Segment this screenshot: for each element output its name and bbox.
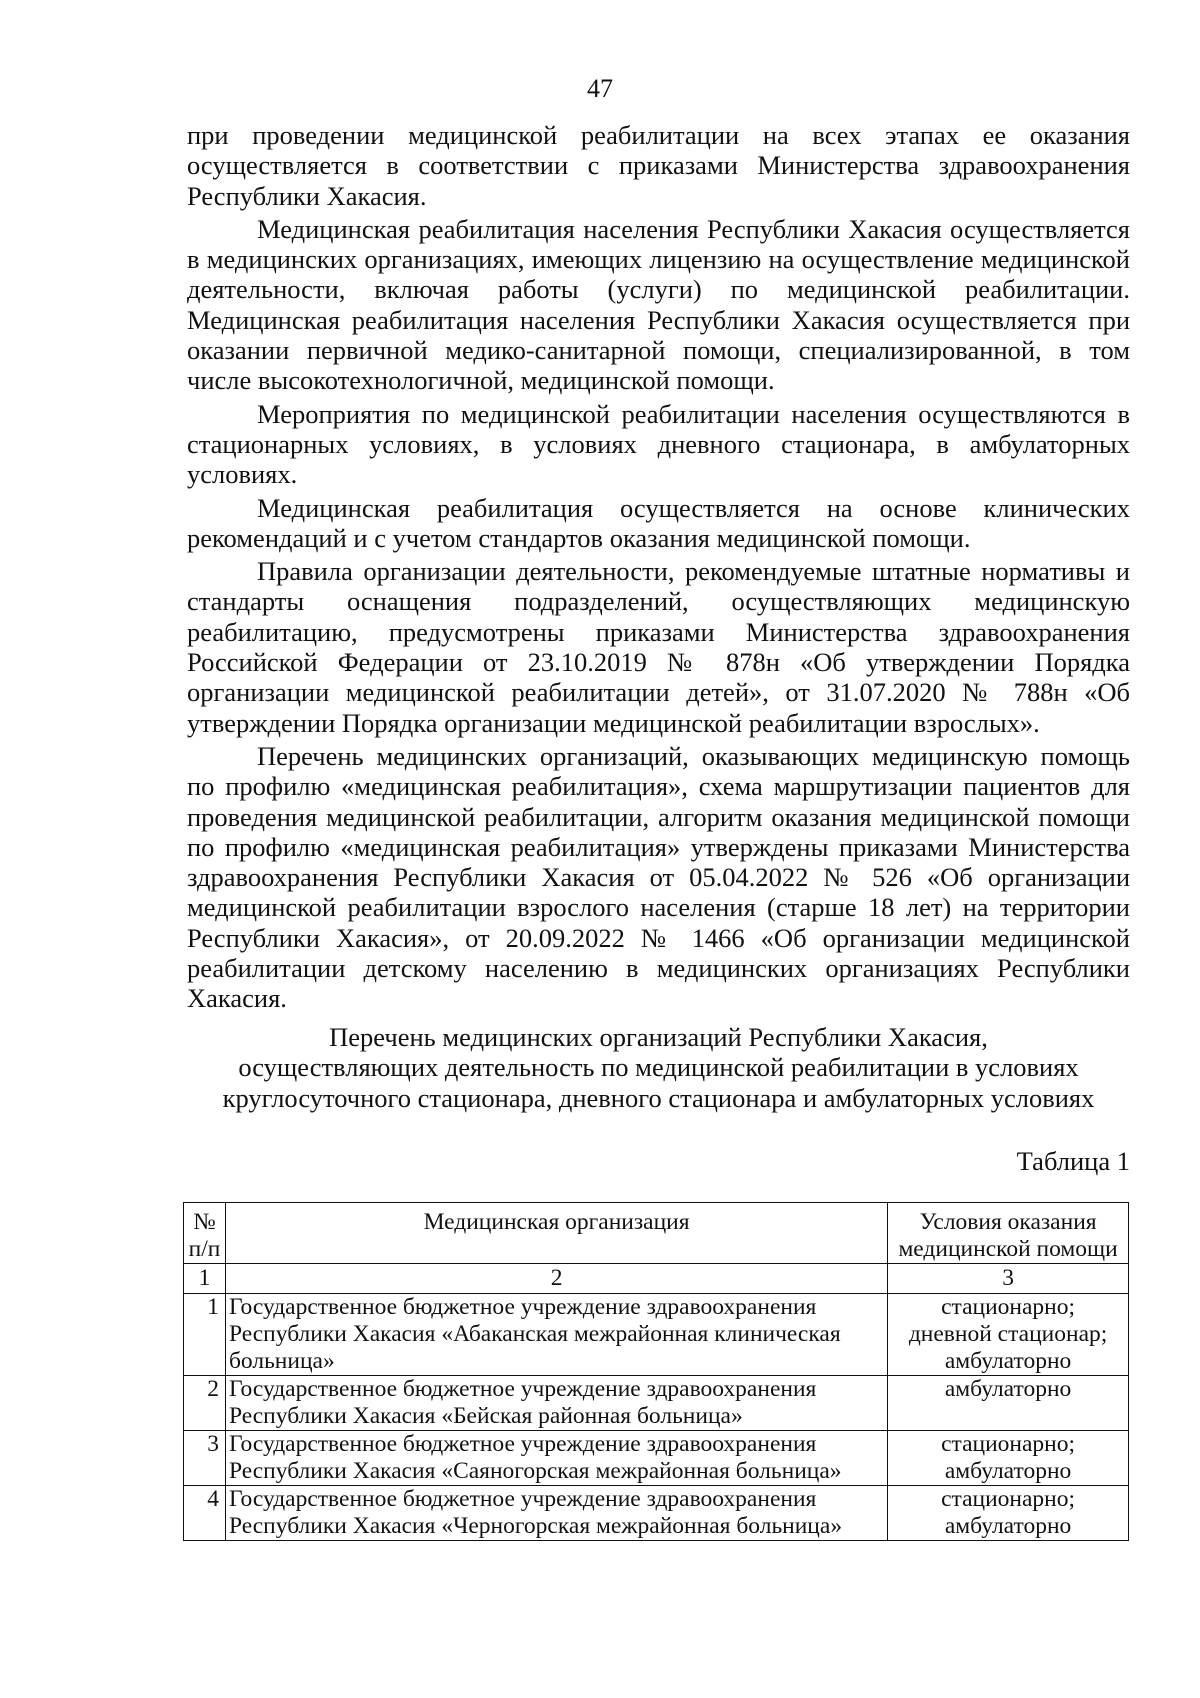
body-text [187, 120, 1130, 1017]
row-conditions [888, 1431, 1129, 1486]
condition-line: амбулаторно [944, 1513, 1072, 1539]
condition-line: амбулаторно [944, 1458, 1072, 1484]
header-conditions-line: медицинской помощи [898, 1236, 1118, 1262]
section-title [187, 1022, 1130, 1113]
condition-line: амбулаторно [944, 1348, 1072, 1374]
row-number: 4 [184, 1486, 226, 1541]
row-organization [225, 1431, 887, 1486]
org-line: Государственное бюджетное учреждение здравоохранения [228, 1294, 817, 1320]
table-caption: Таблица 1 [1016, 1146, 1130, 1176]
row-organization [225, 1294, 887, 1376]
header-organization: Медицинская организация [225, 1203, 887, 1264]
paragraph-5: Правила организации деятельности, рекомендуемые штатные нормативы и стандарты оснащения подразделений, осуществляющих медицинскую реабилитацию, предусмотрены приказами Министерства здравоохранения Российской Федерации от 23.10.2019 № 878н «Об утверждении Порядка организации медицинской реабилитации детей», от 31.07.2020 № 788н «Об утверждении Порядка организации медицинской реабилитации взрослых». [187, 556, 1130, 738]
org-line: Государственное бюджетное учреждение здравоохранения [228, 1376, 817, 1402]
org-line: Государственное бюджетное учреждение здравоохранения [228, 1486, 817, 1512]
table-row [184, 1431, 1129, 1486]
row-organization [225, 1486, 887, 1541]
condition-line: стационарно; [941, 1294, 1076, 1320]
table-row [184, 1486, 1129, 1541]
row-conditions [888, 1294, 1129, 1376]
row-conditions [888, 1376, 1129, 1431]
paragraph-1: при проведении медицинской реабилитации на всех этапах ее оказания осуществляется в соответствии с приказами Министерства здравоохранения Республики Хакасия. [187, 120, 1130, 211]
section-title-line: осуществляющих деятельность по медицинской реабилитации в условиях [238, 1052, 1079, 1083]
header-number [184, 1203, 226, 1264]
organizations-table [183, 1202, 1129, 1541]
org-line: Республики Хакасия «Черногорская межрайонная больница» [228, 1513, 843, 1539]
index-cell: 1 [184, 1264, 226, 1294]
paragraph-2: Медицинская реабилитация населения Республики Хакасия осуществляется в медицинских организациях, имеющих лицензию на осуществление медицинской деятельности, включая работы (услуги) по медицинской реабилитации. Медицинская реабилитация населения Республики Хакасия осуществляется при оказании первичной медико-санитарной помощи, специализированной, в том числе высокотехнологичной, медицинской помощи. [187, 213, 1130, 396]
row-number: 1 [184, 1294, 226, 1376]
condition-line: стационарно; [941, 1431, 1076, 1457]
row-number: 2 [184, 1376, 226, 1431]
row-organization [225, 1376, 887, 1431]
section-title-line: круглосуточного стационара, дневного стационара и амбулаторных условиях [222, 1082, 1095, 1113]
paragraph-4: Медицинская реабилитация осуществляется на основе клинических рекомендаций и с учетом стандартов оказания медицинской помощи. [187, 492, 1130, 553]
header-number-line: п/п [188, 1236, 221, 1262]
condition-line: дневной стационар; [908, 1321, 1108, 1347]
header-number-line: № [193, 1209, 216, 1235]
paragraph-3: Мероприятия по медицинской реабилитации населения осуществляются в стационарных условиях, в условиях дневного стационара, в амбулаторных условиях. [187, 398, 1130, 490]
org-line: Республики Хакасия «Саяногорская межрайонная больница» [228, 1458, 842, 1484]
table-index-row [184, 1264, 1129, 1294]
org-line: Республики Хакасия «Бейская районная больница» [228, 1403, 743, 1429]
condition-line: амбулаторно [944, 1376, 1072, 1402]
org-line: Республики Хакасия «Абаканская межрайонная клиническая [228, 1321, 841, 1347]
page-number: 47 [587, 74, 613, 103]
index-cell: 2 [225, 1264, 887, 1294]
row-conditions [888, 1486, 1129, 1541]
table-header-row [184, 1203, 1129, 1264]
org-line: Государственное бюджетное учреждение здравоохранения [228, 1431, 817, 1457]
table-row [184, 1376, 1129, 1431]
header-conditions-line: Условия оказания [919, 1209, 1097, 1235]
paragraph-6: Перечень медицинских организаций, оказывающих медицинскую помощь по профилю «медицинская реабилитация», схема маршрутизации пациентов для проведения медицинской реабилитации, алгоритм оказания медицинской помощи по профилю «медицинская реабилитация» утверждены приказами Министерства здравоохранения Республики Хакасия от 05.04.2022 № 526 «Об организации медицинской реабилитации взрослого населения (старше 18 лет) на территории Республики Хакасия», от 20.09.2022 № 1466 «Об организации медицинской реабилитации детскому населению в медицинских организациях Республики Хакасия. [187, 740, 1130, 1014]
header-conditions [888, 1203, 1129, 1264]
condition-line: стационарно; [941, 1486, 1076, 1512]
section-title-line: Перечень медицинских организаций Республики Хакасия, [329, 1022, 988, 1052]
table-row [184, 1294, 1129, 1376]
org-line: больница» [228, 1348, 335, 1374]
row-number: 3 [184, 1431, 226, 1486]
index-cell: 3 [888, 1264, 1129, 1294]
